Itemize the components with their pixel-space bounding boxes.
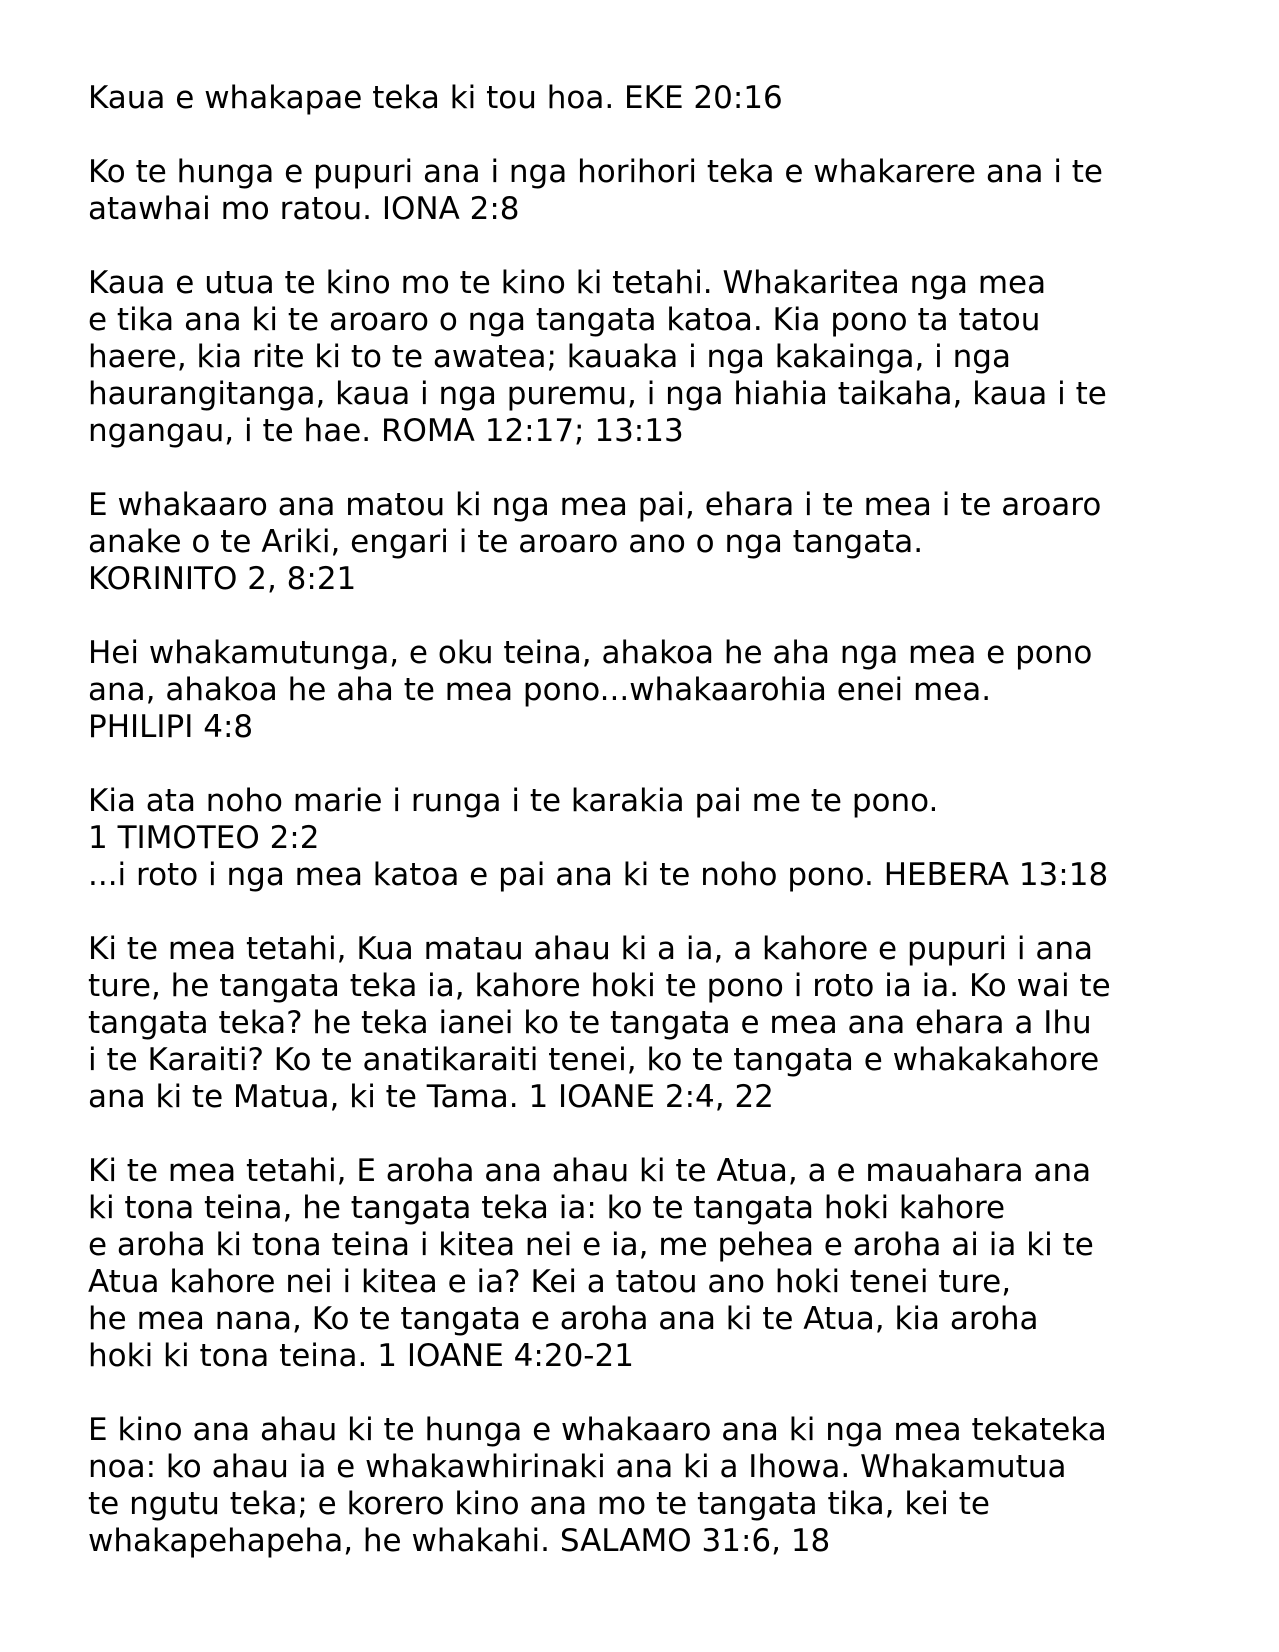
verse-paragraph: E whakaaro ana matou ki nga mea pai, ehara i te mea i te aroaro anake o te Ariki, engari i te aroaro ano o nga tangata. KORINITO 2, 8:21 xyxy=(88,487,1102,597)
verse-paragraph: Ko te hunga e pupuri ana i nga horihori teka e whakarere ana i te atawhai mo ratou. IONA 2:8 xyxy=(88,154,1104,227)
verse-paragraph: Kaua e whakapae teka ki tou hoa. EKE 20:16 xyxy=(88,80,783,116)
verse-paragraph: Ki te mea tetahi, Kua matau ahau ki a ia, a kahore e pupuri i ana ture, he tangata teka ia, kahore hoki te pono i roto ia ia. Ko wai te tangata teka? he teka ianei ko te tangata e mea ana ehara a Ihu i te Karaiti? Ko te anatikaraiti tenei, ko te tangata e whakakahore ana ki te Matua, ki te Tama. 1 IOANE 2:4, 22 xyxy=(88,931,1111,1115)
verse-paragraph: Hei whakamutunga, e oku teina, ahakoa he aha nga mea e pono ana, ahakoa he aha te mea pono...whakaarohia enei mea. PHILIPI 4:8 xyxy=(88,635,1093,745)
verse-paragraph: Kia ata noho marie i runga i te karakia pai me te pono. 1 TIMOTEO 2:2 xyxy=(88,783,939,856)
verse-paragraph: Ki te mea tetahi, E aroha ana ahau ki te Atua, a e mauahara ana ki tona teina, he tangata teka ia: ko te tangata hoki kahore e aroha ki tona teina i kitea nei e ia, me pehea e aroha ai ia ki te Atua kahore nei i kitea e ia? Kei a tatou ano hoki tenei ture, he mea nana, Ko te tangata e aroha ana ki te Atua, kia aroha hoki ki tona teina. 1 IOANE 4:20-21 xyxy=(88,1153,1094,1374)
verse-paragraph: E kino ana ahau ki te hunga e whakaaro ana ki nga mea tekateka noa: ko ahau ia e whakawhirinaki ana ki a Ihowa. Whakamutua te ngutu teka; e korero kino ana mo te tangata tika, kei te whakapehapeha, he whakahi. SALAMO 31:6, 18 xyxy=(88,1412,1107,1559)
verse-paragraph: Kaua e utua te kino mo te kino ki tetahi. Whakaritea nga mea e tika ana ki te aroaro o nga tangata katoa. Kia pono ta tatou haere, kia rite ki to te awatea; kauaka i nga kakainga, i nga haurangitanga, kaua i nga puremu, i nga hiahia taikaha, kaua i te ngangau, i te hae. ROMA 12:17; 13:13 xyxy=(88,265,1107,449)
document-page xyxy=(88,80,1208,1597)
verse-paragraph: ...i roto i nga mea katoa e pai ana ki te noho pono. HEBERA 13:18 xyxy=(88,857,1109,893)
